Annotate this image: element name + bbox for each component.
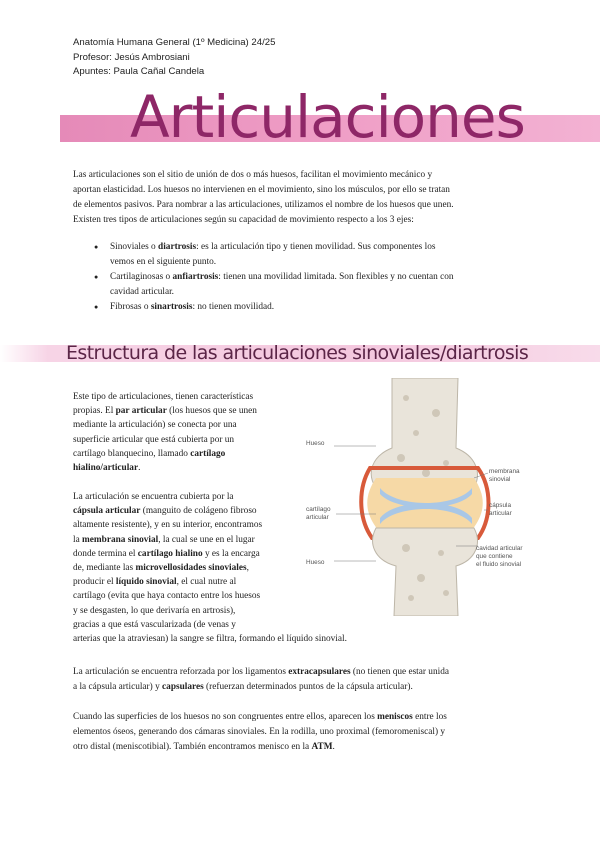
label-cartilago-1: cartílago: [306, 506, 331, 513]
text: , el cual nutre al: [176, 577, 237, 588]
text: y es la encarga: [202, 548, 260, 559]
text: cartílago blanquecino, llamado: [73, 448, 191, 459]
term-bold: par articular: [115, 406, 167, 417]
term-bold: membrana sinovial: [82, 534, 159, 545]
term-bold: extracapsulares: [288, 667, 351, 677]
para-line: altamente resistente), y en su interior, encontramos: [73, 520, 263, 531]
list-item: [94, 240, 534, 270]
term-bold: cartílago: [190, 448, 226, 459]
term-bold: sinartrosis: [150, 302, 193, 312]
list-text: Fibrosas o: [110, 302, 151, 312]
text: donde termina el: [73, 548, 138, 559]
label-capsula-2: articular: [489, 510, 512, 517]
term-bold: cápsula articular: [73, 506, 141, 517]
para-line: [73, 404, 308, 418]
term-bold: microvellosidades sinoviales: [135, 563, 247, 574]
para-line: arterias que la atraviesan) la sangre se filtra, formando el líquido sinovial.: [73, 634, 347, 645]
text: entre los: [412, 712, 447, 722]
para-line: [73, 710, 533, 725]
section-title: Estructura de las articulaciones sinoviales/diartrosis: [66, 342, 529, 364]
para-line: y se desgasten, lo que derivaría en artrosis),: [73, 605, 236, 616]
intro-line: Existen tres tipos de articulaciones según su capacidad de movimiento respecto a los 3 ejes:: [73, 215, 414, 225]
paragraph-ligamentos: [73, 665, 533, 695]
para-line: [73, 665, 533, 680]
text: (los huesos que se unen: [166, 406, 257, 417]
term-bold: diartrosis: [158, 242, 197, 252]
term-bold: ATM: [311, 742, 333, 752]
label-cavidad-3: el fluido sinovial: [476, 561, 522, 568]
list-text: cavidad articular.: [110, 287, 175, 297]
text: ,: [246, 563, 249, 574]
text: producir el: [73, 577, 116, 588]
para-line: gracias a que está vascularizada (de venas y: [73, 619, 236, 630]
text: .: [138, 463, 141, 474]
label-cartilago-2: articular: [306, 514, 329, 521]
text: (manguito de colágeno fibroso: [140, 506, 257, 517]
intro-line: de elementos pasivos. Para nombrar a las articulaciones, utilizamos el nombre de los huesos que unen.: [73, 200, 454, 210]
para-line: [73, 461, 308, 475]
text: de, mediante las: [73, 563, 136, 574]
label-hueso-superior: Hueso: [306, 440, 325, 447]
header-course: Anatomía Humana General (1º Medicina) 24/25: [73, 37, 276, 48]
text: La articulación se encuentra reforzada por los ligamentos: [73, 667, 289, 677]
joint-types-list: [94, 240, 534, 315]
header-author: Apuntes: Paula Cañal Candela: [73, 66, 205, 77]
intro-line: aportan elasticidad. Los huesos no intervienen en el movimiento, sino los músculos, por ello se tratan: [73, 185, 450, 195]
text: a la cápsula articular) y: [73, 682, 163, 692]
label-capsula-1: cápsula: [489, 502, 512, 509]
text: , la cual se une en el lugar: [158, 534, 255, 545]
para-line: superficie articular que está cubierta por un: [73, 434, 235, 445]
text: (no tienen que estar unida: [350, 667, 449, 677]
paragraph-par-articular: [73, 390, 308, 475]
para-line: elementos óseos, generando dos cámaras sinoviales. En la rodilla, uno proximal (femoromeniscal) y: [73, 727, 446, 737]
term-bold: hialino/articular: [73, 463, 139, 474]
term-bold: meniscos: [377, 712, 413, 722]
paragraph-meniscos: [73, 710, 533, 755]
lower-bone-shape: [373, 528, 478, 616]
para-line: [73, 680, 533, 695]
para-line: cartílago (evita que haya contacto entre los huesos: [73, 591, 261, 602]
para-line: La articulación se encuentra cubierta por la: [73, 492, 234, 502]
text: otro distal (meniscotibial). También encontramos menisco en la: [73, 742, 312, 752]
list-item: [94, 270, 534, 300]
label-membrana-1: membrana: [489, 468, 520, 475]
term-bold: líquido sinovial: [115, 577, 177, 588]
para-line: mediante la articulación) se conecta por una: [73, 420, 237, 431]
label-cavidad-2: que contiene: [476, 553, 513, 560]
term-bold: cartílago hialino: [137, 548, 203, 559]
intro-paragraph: [73, 168, 533, 228]
text: la: [73, 534, 83, 545]
page-title: Articulaciones: [130, 83, 525, 151]
list-text: Cartilaginosas o: [110, 272, 173, 282]
intro-line: Las articulaciones son el sitio de unión de dos o más huesos, facilitan el movimiento mecánico y: [73, 170, 433, 180]
list-text: : no tienen movilidad.: [192, 302, 275, 312]
document-header: [73, 36, 275, 80]
header-professor: Profesor: Jesús Ambrosiani: [73, 51, 190, 63]
label-membrana-2: sinovial: [489, 476, 511, 483]
label-hueso-inferior: Hueso: [306, 559, 325, 566]
text: .: [332, 742, 335, 752]
list-item: [94, 300, 534, 315]
list-text: : es la articulación tipo y tienen movilidad. Sus componentes los: [196, 242, 436, 252]
para-line: [73, 447, 308, 461]
term-bold: capsulares: [162, 682, 204, 692]
label-cavidad-1: cavidad articular: [476, 545, 523, 552]
list-text: vemos en el siguiente punto.: [110, 257, 217, 267]
text: (refuerzan determinados puntos de la cápsula articular).: [203, 682, 413, 692]
para-line: Este tipo de articulaciones, tienen características: [73, 392, 254, 402]
text: propias. El: [73, 406, 116, 417]
list-text: Sinoviales o: [110, 242, 159, 252]
list-text: : tienen una movilidad limitada. Son flexibles y no cuentan con: [218, 272, 454, 282]
term-bold: anfiartrosis: [172, 272, 219, 282]
para-line: [73, 740, 533, 755]
synovial-joint-illustration: [306, 378, 532, 616]
text: Cuando las superficies de los huesos no son congruentes entre ellos, aparecen los: [73, 712, 378, 722]
